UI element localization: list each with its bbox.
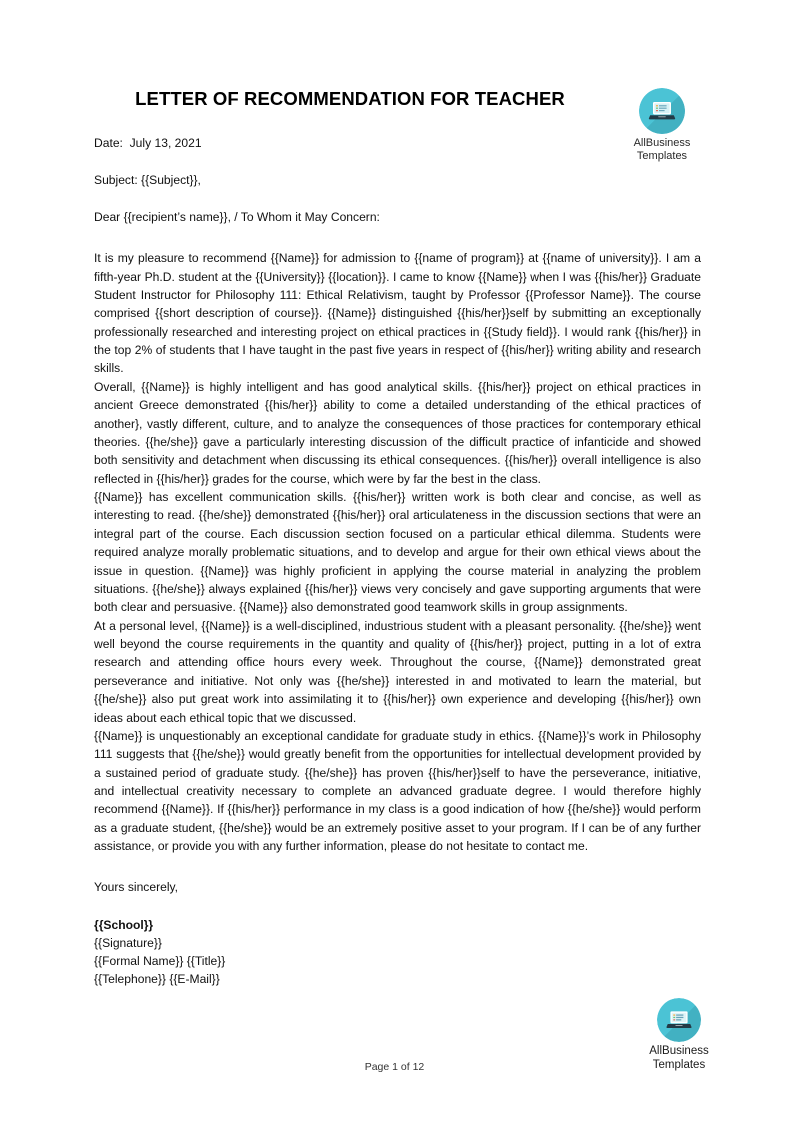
signature-signature: {{Signature}} xyxy=(94,935,162,950)
page-title: LETTER OF RECOMMENDATION FOR TEACHER xyxy=(135,88,565,109)
logo-caption-line1: AllBusiness xyxy=(649,1045,709,1057)
laptop-icon xyxy=(666,1010,693,1031)
letter-paragraph: At a personal level, {{Name}} is a well-disciplined, industrious student with a pleasant personality. {{he/she}} went well beyond the course requirements in the quantity and quality of {{his/her}} project, putting in a lot of extra research and attending office hours every week. Throughout the course, {{Name}} demonstrated great perseverance and initiative. Not only was {{he/she}} interested in and motivated to learn the material, but {{he/she}} also put great work into assimilating it to {{his/her}} own experience and developing {{his/her}} own ideas about each ethical topic that we discussed. xyxy=(94,618,701,725)
letter-paragraph: Overall, {{Name}} is highly intelligent and has good analytical skills. {{his/her}} project on ethical practices in ancient Greece demonstrated {{his/her}} ability to come a detailed understanding of the ethical practices of another}, vastly different, culture, and to analyze the consequences of those practices for contemporary ethical theories. {{he/she}} gave a particularly interesting discussion of the difficult practice of infanticide and showed both sensitivity and detachment when discussing its ethical consequences. {{his/her}} overall intelligence is also reflected in {{his/her}} grades for the course, which were by far the best in the class. xyxy=(94,379,701,486)
letter-paragraphs xyxy=(94,249,701,855)
letter-paragraph: {{Name}} is unquestionably an exceptional candidate for graduate study in ethics. {{Name}}’s work in Philosophy 111 suggests that {{he/she}} would greatly benefit from the opportunities for intellectual development provided by a sustained period of graduate study. {{he/she}} has proven {{his/her}}self to have the perseverance, initiative, and intellectual creativity necessary to complete an advanced graduate degree. I would therefore highly recommend {{Name}}. If {{his/her}} performance in my class is a good indication of how {{he/she}} would perform as a graduate student, {{he/she}} would be an extremely positive asset to your program. If I can be of any further assistance, or provide you with any further information, please do not hesitate to contact me. xyxy=(94,728,701,854)
letter-paragraph: {{Name}} has excellent communication skills. {{his/her}} written work is both clear and concise, as well as interesting to read. {{he/she}} demonstrated {{his/her}} oral articulateness in the discussion sections that were an integral part of the course. Each discussion section focused on a particular ethical dilemma. Students were required analyze morally problematic situations, and to develop and argue for their own ethical views about the issue in question. {{Name}} was highly proficient in applying the course material in analyzing the problem situations. {{he/she}} always explained {{his/her}} views very concisely and gave supporting arguments that were both clear and persuasive. {{Name}} also demonstrated good teamwork skills in group assignments. xyxy=(94,490,701,615)
logo-caption-line1: AllBusiness xyxy=(633,137,691,149)
letter-paragraph: It is my pleasure to recommend {{Name}} for admission to {{name of program}} at {{name of university}}. I am a fifth-year Ph.D. student at the {{University}} {{location}}. I came to know {{Name}} when I was {{his/her}} Graduate Student Instructor for Philosophy 111: Ethical Relativism, taught by Professor {{Professor Name}}. The course comprised {{short description of course}}. {{Name}} distinguished {{his/her}}self by submitting an exceptionally professionally researched and interesting project on ethical practices in {{Study field}}. I would rank {{his/her}} in the top 2% of students that I have taught in the past five years in respect of {{his/her}} writing ability and research skills. xyxy=(94,251,701,376)
date-line: Date: July 13, 2021 xyxy=(94,136,202,150)
laptop-icon xyxy=(648,100,676,122)
logo-circle xyxy=(639,88,685,134)
logo-caption-line2: Templates xyxy=(652,1058,706,1071)
page-number-label: Page 1 of 12 xyxy=(364,1061,425,1073)
signature-school: {{School}} xyxy=(94,917,154,932)
logo-caption-line2: Templates xyxy=(636,149,688,162)
signature-contact: {{Telephone}} {{E-Mail}} xyxy=(94,971,220,986)
closing-line: Yours sincerely, xyxy=(94,879,179,894)
page-footer xyxy=(0,1058,793,1073)
salutation-line: Dear {{recipient’s name}}, / To Whom it May Concern: xyxy=(94,209,380,224)
signature-name-title: {{Formal Name}} {{Title}} xyxy=(94,953,226,968)
signature-block xyxy=(94,917,701,989)
logo-circle xyxy=(657,998,701,1042)
letter-body xyxy=(94,134,701,988)
subject-line: Subject: {{Subject}}, xyxy=(94,172,201,187)
